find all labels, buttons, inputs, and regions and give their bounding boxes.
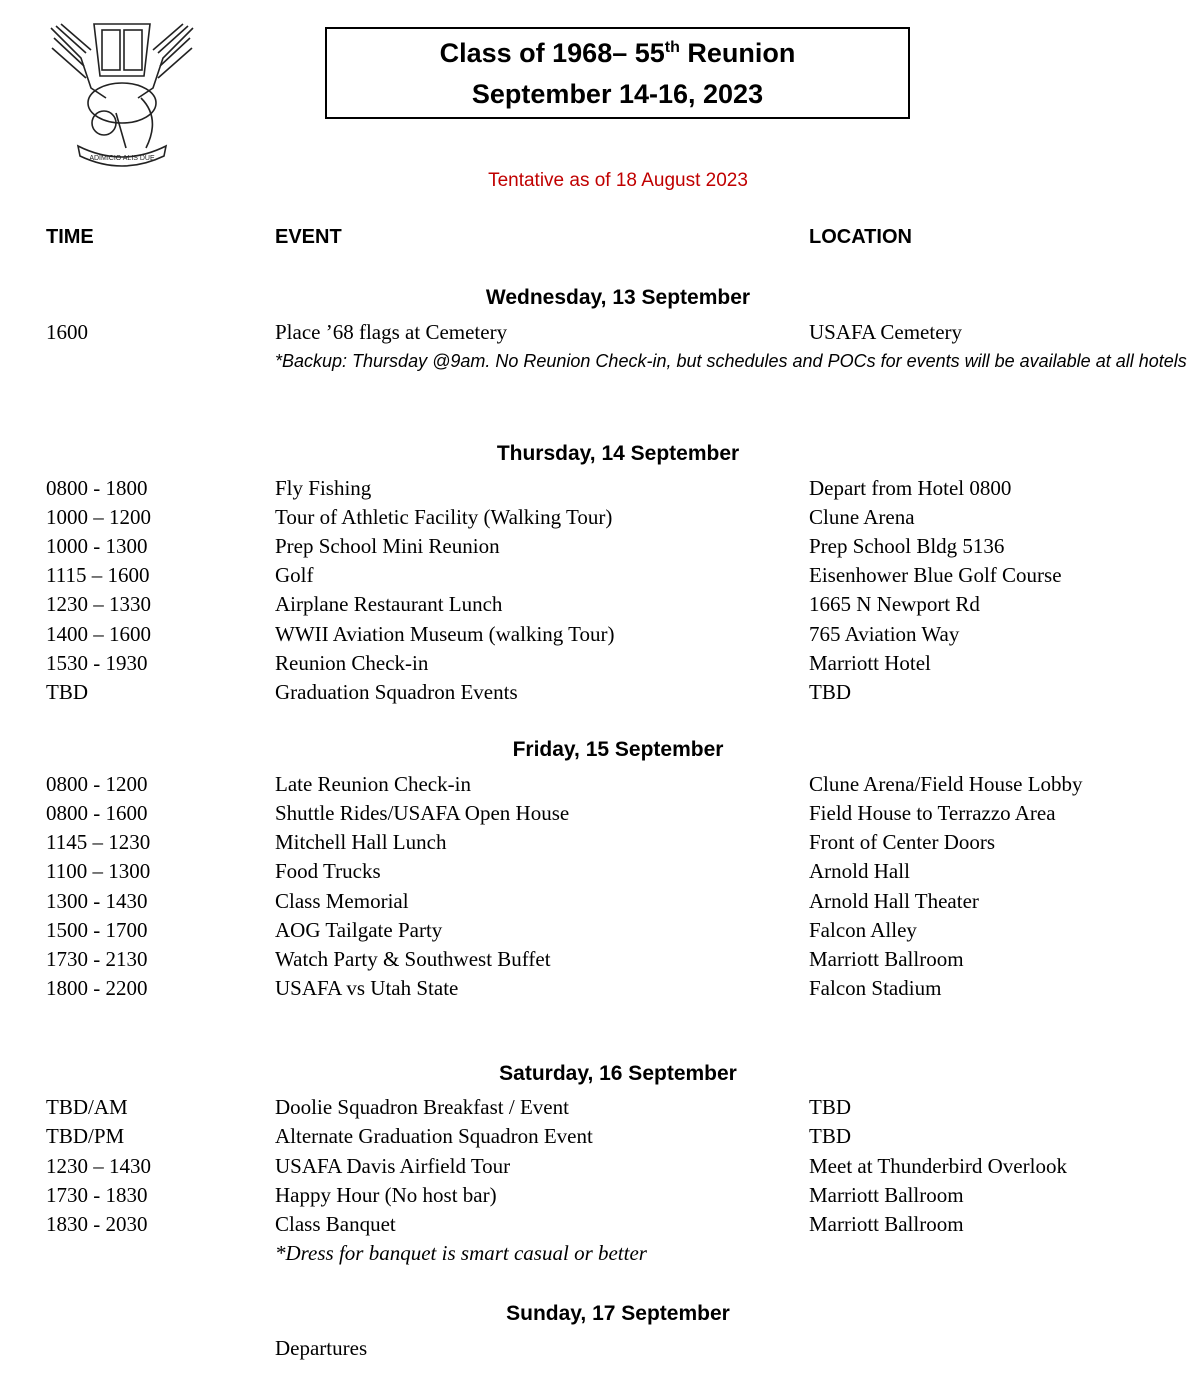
row-time: 1000 - 1300 [46, 534, 148, 558]
row-event: Class Memorial [275, 889, 409, 913]
row-location: 765 Aviation Way [809, 622, 960, 646]
day-heading-saturday: Saturday, 16 September [499, 1062, 737, 1085]
row-location: Falcon Alley [809, 918, 917, 942]
row-time: 1800 - 2200 [46, 976, 148, 1000]
row-event: Reunion Check-in [275, 651, 429, 675]
row-location: Meet at Thunderbird Overlook [809, 1154, 1067, 1178]
backup-note: *Backup: Thursday @9am. No Reunion Check-in, but schedules and POCs for events will be available at all hotels [275, 351, 1187, 371]
table-row [0, 1181, 1200, 1210]
row-location: Marriott Hotel [809, 651, 931, 675]
row-time: 0800 - 1200 [46, 772, 148, 796]
row-event: Happy Hour (No host bar) [275, 1183, 497, 1207]
row-event: Alternate Graduation Squadron Event [275, 1124, 593, 1148]
table-row [0, 318, 1200, 347]
row-event: Doolie Squadron Breakfast / Event [275, 1095, 569, 1119]
row-event: Fly Fishing [275, 476, 372, 500]
day-heading-wednesday: Wednesday, 13 September [485, 286, 751, 309]
row-location: TBD [809, 680, 851, 704]
row-location: Marriott Ballroom [809, 947, 964, 971]
row-event: Prep School Mini Reunion [275, 534, 500, 558]
row-time: 1230 – 1430 [46, 1154, 151, 1178]
table-row [0, 799, 1200, 828]
row-location: 1665 N Newport Rd [809, 592, 980, 616]
class-1968-crest-icon [46, 18, 198, 168]
table-row [0, 620, 1200, 649]
table-row [0, 678, 1200, 707]
title-text: Class of 1968– 55 [439, 38, 665, 68]
row-time: TBD [46, 680, 88, 704]
title-box [325, 27, 910, 119]
row-event: USAFA vs Utah State [275, 976, 459, 1000]
row-event: Shuttle Rides/USAFA Open House [275, 801, 570, 825]
row-location: Prep School Bldg 5136 [809, 534, 1005, 558]
row-event: WWII Aviation Museum (walking Tour) [275, 622, 615, 646]
row-time: 1500 - 1700 [46, 918, 148, 942]
row-location: TBD [809, 1124, 851, 1148]
row-event: Airplane Restaurant Lunch [275, 592, 503, 616]
row-location: Clune Arena [809, 505, 915, 529]
table-row [0, 1210, 1200, 1239]
row-time: 1300 - 1430 [46, 889, 148, 913]
row-location: Marriott Ballroom [809, 1183, 964, 1207]
column-header-event: EVENT [275, 226, 342, 248]
row-location: Marriott Ballroom [809, 1212, 964, 1236]
table-row [0, 590, 1200, 619]
row-location: Front of Center Doors [809, 830, 996, 854]
day-heading-thursday: Thursday, 14 September [496, 442, 740, 465]
row-event: Departures [275, 1336, 368, 1360]
table-row [0, 1334, 1200, 1363]
table-row [0, 1122, 1200, 1151]
row-event: Place ’68 flags at Cemetery [275, 320, 508, 344]
row-time: 1100 – 1300 [46, 859, 151, 883]
title-line-1 [327, 33, 908, 74]
row-event: Food Trucks [275, 859, 381, 883]
dress-code-note: *Dress for banquet is smart casual or better [275, 1241, 647, 1265]
row-event: AOG Tailgate Party [275, 918, 443, 942]
table-row [0, 649, 1200, 678]
title-superscript: th [664, 39, 680, 56]
day-heading-sunday: Sunday, 17 September [506, 1302, 730, 1325]
row-time: 0800 - 1600 [46, 801, 148, 825]
column-header-location: LOCATION [809, 226, 912, 248]
row-time: 0800 - 1800 [46, 476, 148, 500]
svg-text:ADIMICIO ALIS DUE: ADIMICIO ALIS DUE [89, 155, 155, 162]
row-time: 1400 – 1600 [46, 622, 151, 646]
row-event: USAFA Davis Airfield Tour [275, 1154, 511, 1178]
table-row [0, 945, 1200, 974]
table-row [0, 532, 1200, 561]
tentative-notice: Tentative as of 18 August 2023 [488, 170, 748, 191]
row-location: Arnold Hall [809, 859, 910, 883]
row-location: Arnold Hall Theater [809, 889, 979, 913]
row-time: 1600 [46, 320, 88, 344]
table-row [0, 828, 1200, 857]
row-time: TBD/AM [46, 1095, 128, 1119]
row-event: Class Banquet [275, 1212, 396, 1236]
row-time: 1145 – 1230 [46, 830, 151, 854]
table-row [0, 503, 1200, 532]
row-location: Clune Arena/Field House Lobby [809, 772, 1083, 796]
row-time: 1115 – 1600 [46, 563, 150, 587]
row-location: Depart from Hotel 0800 [809, 476, 1012, 500]
table-row [0, 770, 1200, 799]
table-row [0, 916, 1200, 945]
row-location: Falcon Stadium [809, 976, 942, 1000]
row-time: 1530 - 1930 [46, 651, 148, 675]
row-time: 1730 - 2130 [46, 947, 148, 971]
table-row [0, 1152, 1200, 1181]
row-event: Tour of Athletic Facility (Walking Tour) [275, 505, 613, 529]
class-crest-logo [46, 18, 198, 168]
table-row [0, 474, 1200, 503]
row-location: Field House to Terrazzo Area [809, 801, 1056, 825]
row-location: Eisenhower Blue Golf Course [809, 563, 1062, 587]
table-row [0, 561, 1200, 590]
row-time: 1730 - 1830 [46, 1183, 148, 1207]
day-heading-friday: Friday, 15 September [512, 738, 724, 761]
row-time: 1000 – 1200 [46, 505, 151, 529]
table-row [0, 974, 1200, 1003]
table-row [0, 857, 1200, 886]
table-row [0, 887, 1200, 916]
column-header-time: TIME [46, 226, 94, 248]
row-event: Golf [275, 563, 314, 587]
row-event: Mitchell Hall Lunch [275, 830, 447, 854]
row-time: 1230 – 1330 [46, 592, 151, 616]
row-event: Late Reunion Check-in [275, 772, 471, 796]
row-event: Graduation Squadron Events [275, 680, 518, 704]
title-line-2: September 14-16, 2023 [471, 79, 764, 109]
row-event: Watch Party & Southwest Buffet [275, 947, 551, 971]
table-row [0, 1093, 1200, 1122]
title-text-end: Reunion [679, 38, 796, 68]
row-time: 1830 - 2030 [46, 1212, 148, 1236]
row-location: TBD [809, 1095, 851, 1119]
row-location: USAFA Cemetery [809, 320, 963, 344]
row-time: TBD/PM [46, 1124, 125, 1148]
